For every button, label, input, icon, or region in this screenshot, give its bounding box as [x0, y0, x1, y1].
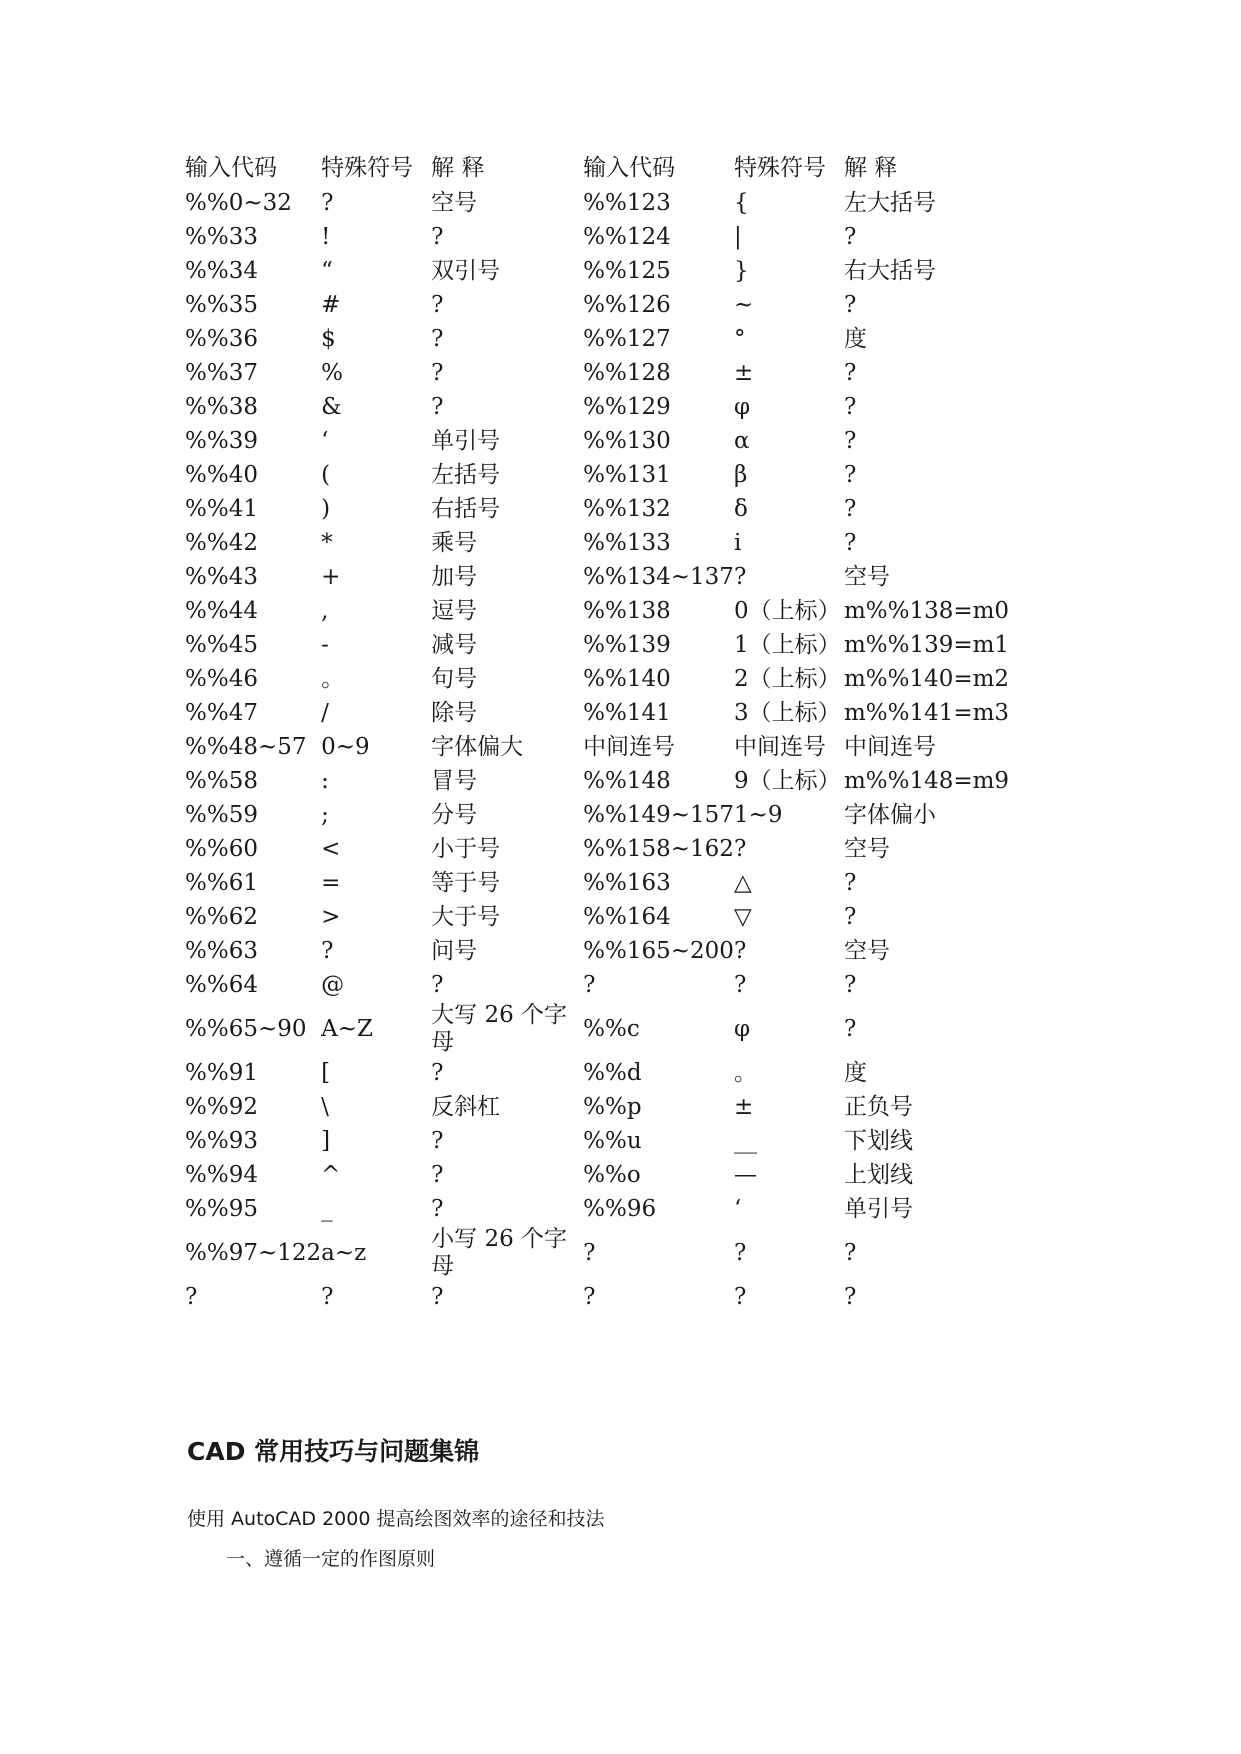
table-body: [185, 150, 1009, 1314]
header-cell: 输入代码: [583, 155, 676, 181]
table-cell: %%139: [583, 632, 671, 658]
table-cell: %%c: [583, 1016, 640, 1042]
table-row: [185, 1056, 1009, 1090]
table-cell: %%132: [583, 496, 671, 522]
table-cell: 逗号: [431, 598, 478, 624]
table-cell: 大写 26 个字母: [431, 1002, 568, 1055]
table-cell: %%92: [185, 1094, 258, 1120]
table-cell: ‘: [321, 428, 329, 454]
table-row: [185, 1158, 1009, 1192]
table-cell: %%141: [583, 700, 671, 726]
table-row: [185, 662, 1009, 696]
table-cell: ?: [321, 1284, 334, 1310]
table-cell: %%123: [583, 190, 671, 216]
table-row: [185, 1280, 1009, 1314]
header-cell: 输入代码: [185, 155, 277, 181]
table-cell: ?: [843, 870, 857, 896]
table-cell: 左括号: [431, 462, 501, 488]
table-cell: 句号: [431, 666, 478, 692]
table-row: [185, 696, 1009, 730]
table-cell: ±: [733, 360, 754, 386]
table-row: [185, 492, 1009, 526]
table-cell: φ: [733, 394, 751, 420]
table-cell: %%34: [185, 258, 258, 284]
table-cell: △: [733, 870, 752, 896]
table-cell: 中间连号: [583, 734, 676, 760]
table-cell: 大于号: [431, 904, 501, 930]
table-cell: 1（上标）: [733, 632, 841, 658]
table-cell: 小写 26 个字母: [431, 1226, 568, 1279]
table-cell: ?: [431, 224, 444, 250]
table-cell: %%93: [185, 1128, 258, 1154]
table-row: [185, 1002, 1009, 1056]
table-cell: m%%140=m2: [843, 666, 1010, 692]
table-row: [185, 628, 1009, 662]
table-cell: %%47: [185, 700, 258, 726]
table-row: [185, 1192, 1009, 1226]
table-row: [185, 390, 1009, 424]
table-cell: %%124: [583, 224, 671, 250]
table-cell: ~: [733, 292, 754, 318]
table-header-row: [185, 150, 1009, 186]
table-cell: %%43: [185, 564, 258, 590]
header-cell: 解 释: [431, 155, 485, 181]
table-row: [185, 186, 1009, 220]
table-cell: 问号: [431, 938, 478, 964]
table-cell: ?: [321, 190, 334, 216]
table-row: [185, 764, 1009, 798]
table-row: [185, 934, 1009, 968]
table-cell: %%64: [185, 972, 258, 998]
table-cell: %%41: [185, 496, 258, 522]
table-cell: ?: [843, 1284, 857, 1310]
table-cell: %%158~162: [583, 836, 734, 862]
table-cell: ?: [431, 972, 444, 998]
table-row: [185, 594, 1009, 628]
table-cell: %%59: [185, 802, 258, 828]
table-cell: 双引号: [431, 258, 501, 284]
table-cell: !: [321, 224, 331, 250]
table-cell: ?: [733, 1284, 747, 1310]
table-cell: ?: [431, 292, 444, 318]
table-cell: %%u: [583, 1128, 642, 1154]
table-cell: ?: [431, 326, 444, 352]
table-cell: ?: [733, 564, 747, 590]
table-cell: =: [321, 870, 341, 896]
table-cell: %%165~200: [583, 938, 734, 964]
table-cell: ,: [321, 598, 329, 624]
table-cell: ?: [431, 1162, 444, 1188]
table-cell: °: [733, 326, 746, 352]
table-cell: 单引号: [843, 1196, 913, 1222]
table-cell: \: [321, 1094, 329, 1120]
table-cell: 0~9: [321, 734, 370, 760]
table-row: [185, 866, 1009, 900]
table-cell: ?: [843, 496, 857, 522]
table-row: [185, 900, 1009, 934]
table-cell: ?: [843, 292, 857, 318]
table-cell: ?: [733, 1240, 747, 1266]
table-cell: 冒号: [431, 768, 478, 794]
table-row: [185, 254, 1009, 288]
table-cell: 等于号: [431, 870, 501, 896]
table-cell: 字体偏大: [431, 734, 524, 760]
table-cell: %%131: [583, 462, 671, 488]
table-cell: m%%141=m3: [843, 700, 1010, 726]
table-cell: %%p: [583, 1094, 642, 1120]
special-symbol-table: [185, 150, 1009, 1314]
table-cell: 空号: [843, 564, 890, 590]
table-cell: ?: [583, 1240, 596, 1266]
table-cell: _: [321, 1196, 333, 1222]
table-cell: ;: [321, 802, 329, 828]
table-cell: %%46: [185, 666, 258, 692]
table-cell: 正负号: [843, 1094, 913, 1120]
table-cell: %%61: [185, 870, 258, 896]
table-cell: {: [733, 190, 749, 216]
table-cell: ?: [733, 938, 747, 964]
table-cell: %%38: [185, 394, 258, 420]
table-cell: 反斜杠: [431, 1094, 501, 1120]
table-cell: 乘号: [431, 530, 478, 556]
table-cell: 加号: [431, 564, 478, 590]
table-cell: %%33: [185, 224, 258, 250]
table-cell: %%o: [583, 1162, 641, 1188]
table-cell: %: [321, 360, 344, 386]
header-cell: 解 释: [843, 155, 898, 181]
table-cell: %%148: [583, 768, 671, 794]
table-cell: 3（上标）: [733, 700, 841, 726]
table-row: [185, 798, 1009, 832]
table-cell: φ: [733, 1016, 751, 1042]
table-cell: ?: [843, 1016, 857, 1042]
table-cell: 空号: [843, 938, 890, 964]
table-cell: %%35: [185, 292, 258, 318]
table-cell: 右大括号: [843, 258, 936, 284]
table-cell: ?: [843, 394, 857, 420]
table-cell: ?: [843, 972, 857, 998]
table-row: [185, 1124, 1009, 1158]
table-cell: ?: [843, 428, 857, 454]
table-cell: 度: [843, 326, 867, 352]
table-cell: 单引号: [431, 428, 501, 454]
table-cell: %%44: [185, 598, 258, 624]
table-cell: ?: [431, 1060, 444, 1086]
table-cell: }: [733, 258, 749, 284]
table-cell: %%91: [185, 1060, 258, 1086]
table-cell: ?: [431, 394, 444, 420]
table-cell: /: [321, 700, 329, 726]
table-cell: 减号: [431, 632, 478, 658]
table-cell: 左大括号: [843, 190, 936, 216]
table-row: [185, 730, 1009, 764]
table-cell: %%94: [185, 1162, 258, 1188]
table-cell: %%97~122: [185, 1240, 322, 1266]
table-cell: %%128: [583, 360, 671, 386]
table-cell: a~z: [321, 1240, 367, 1266]
table-row: [185, 220, 1009, 254]
table-cell: %%96: [583, 1196, 657, 1222]
table-cell: %%134~137: [583, 564, 734, 590]
table-cell: ?: [843, 360, 857, 386]
table-cell: ‘: [733, 1196, 742, 1222]
table-row: [185, 458, 1009, 492]
table-cell: $: [321, 326, 336, 352]
table-cell: 。: [733, 1060, 757, 1086]
table-cell: %%45: [185, 632, 258, 658]
table-row: [185, 424, 1009, 458]
table-cell: |: [733, 224, 742, 250]
table-cell: %%149~157: [583, 802, 734, 828]
table-cell: %%95: [185, 1196, 258, 1222]
table-cell: A~Z: [321, 1016, 374, 1042]
table-cell: >: [321, 904, 341, 930]
table-cell: %%140: [583, 666, 671, 692]
table-cell: ?: [843, 462, 857, 488]
table-cell: 0（上标）: [733, 598, 841, 624]
table-cell: —: [733, 1162, 757, 1188]
table-cell: ?: [431, 360, 444, 386]
table-cell: 空号: [431, 190, 478, 216]
table-cell: i: [733, 530, 742, 556]
table-row: [185, 832, 1009, 866]
table-cell: 2（上标）: [733, 666, 841, 692]
table-cell: α: [733, 428, 750, 454]
table-cell: %%129: [583, 394, 671, 420]
table-cell: ?: [843, 530, 857, 556]
table-row: [185, 288, 1009, 322]
table-cell: 中间连号: [733, 734, 826, 760]
table-cell: 度: [843, 1060, 867, 1086]
table-cell: %%127: [583, 326, 671, 352]
table-cell: %%48~57: [185, 734, 307, 760]
table-cell: ?: [431, 1128, 444, 1154]
table-cell: *: [321, 530, 333, 556]
table-cell: 除号: [431, 700, 478, 726]
table-cell: 小于号: [431, 836, 501, 862]
table-cell: %%0~32: [185, 190, 292, 216]
table-cell: ?: [185, 1284, 198, 1310]
table-cell: %%58: [185, 768, 258, 794]
table-cell: ?: [733, 972, 747, 998]
table-cell: m%%148=m9: [843, 768, 1010, 794]
table-cell: %%126: [583, 292, 671, 318]
table-cell: :: [321, 768, 329, 794]
header-cell: 特殊符号: [321, 155, 414, 181]
table-cell: m%%139=m1: [843, 632, 1010, 658]
table-cell: ?: [431, 1196, 444, 1222]
table-row: [185, 1226, 1009, 1280]
table-cell: %%63: [185, 938, 258, 964]
table-cell: #: [321, 292, 341, 318]
table-cell: ▽: [733, 904, 752, 930]
table-cell: (: [321, 462, 331, 488]
table-cell: ]: [321, 1128, 331, 1154]
table-cell: ?: [843, 1240, 857, 1266]
table-cell: 中间连号: [843, 734, 936, 760]
table-cell: %%42: [185, 530, 258, 556]
table-cell: ?: [431, 1284, 444, 1310]
table-cell: 字体偏小: [843, 802, 936, 828]
section-title: CAD 常用技巧与问题集锦: [187, 1437, 480, 1466]
table-cell: %%60: [185, 836, 258, 862]
table-cell: %%163: [583, 870, 671, 896]
paragraph-intro: 使用 AutoCAD 2000 提高绘图效率的途径和技法: [187, 1508, 605, 1530]
table-cell: 下划线: [843, 1128, 913, 1154]
table-cell: 9（上标）: [733, 768, 841, 794]
table-cell: %%62: [185, 904, 258, 930]
table-cell: [: [321, 1060, 331, 1086]
table-cell: ?: [583, 1284, 596, 1310]
table-cell: %%36: [185, 326, 258, 352]
table-row: [185, 968, 1009, 1002]
table-cell: %%130: [583, 428, 671, 454]
table-cell: %%37: [185, 360, 258, 386]
table-cell: ?: [321, 938, 334, 964]
table-cell: @: [321, 972, 345, 998]
table-cell: 分号: [431, 802, 478, 828]
table-cell: %%138: [583, 598, 671, 624]
table-cell: %%d: [583, 1060, 642, 1086]
table-row: [185, 1090, 1009, 1124]
table-cell: +: [321, 564, 341, 590]
table-cell: ): [321, 496, 331, 522]
table-cell: %%164: [583, 904, 671, 930]
table-row: [185, 322, 1009, 356]
paragraph-principle: 一、遵循一定的作图原则: [226, 1548, 436, 1570]
table-cell: %%39: [185, 428, 258, 454]
table-cell: β: [733, 462, 748, 488]
table-cell: ^: [321, 1162, 341, 1188]
table-cell: 右括号: [431, 496, 501, 522]
table-cell: __: [733, 1128, 757, 1154]
table-cell: -: [321, 632, 329, 658]
table-cell: “: [321, 258, 333, 284]
table-row: [185, 526, 1009, 560]
table-cell: ±: [733, 1094, 754, 1120]
table-cell: &: [321, 394, 342, 420]
table-cell: ?: [843, 224, 857, 250]
table-cell: %%125: [583, 258, 671, 284]
table-cell: 。: [321, 666, 345, 692]
table-row: [185, 356, 1009, 390]
table-cell: %%65~90: [185, 1016, 307, 1042]
table-cell: 空号: [843, 836, 890, 862]
table-cell: 1~9: [733, 802, 783, 828]
table-cell: <: [321, 836, 341, 862]
table-cell: 上划线: [843, 1162, 913, 1188]
table-cell: δ: [733, 496, 748, 522]
table-cell: m%%138=m0: [843, 598, 1010, 624]
header-cell: 特殊符号: [733, 155, 826, 181]
table-cell: ?: [843, 904, 857, 930]
table-cell: %%133: [583, 530, 671, 556]
table-cell: ?: [583, 972, 596, 998]
table-cell: ?: [733, 836, 747, 862]
table-row: [185, 560, 1009, 594]
table-cell: %%40: [185, 462, 258, 488]
